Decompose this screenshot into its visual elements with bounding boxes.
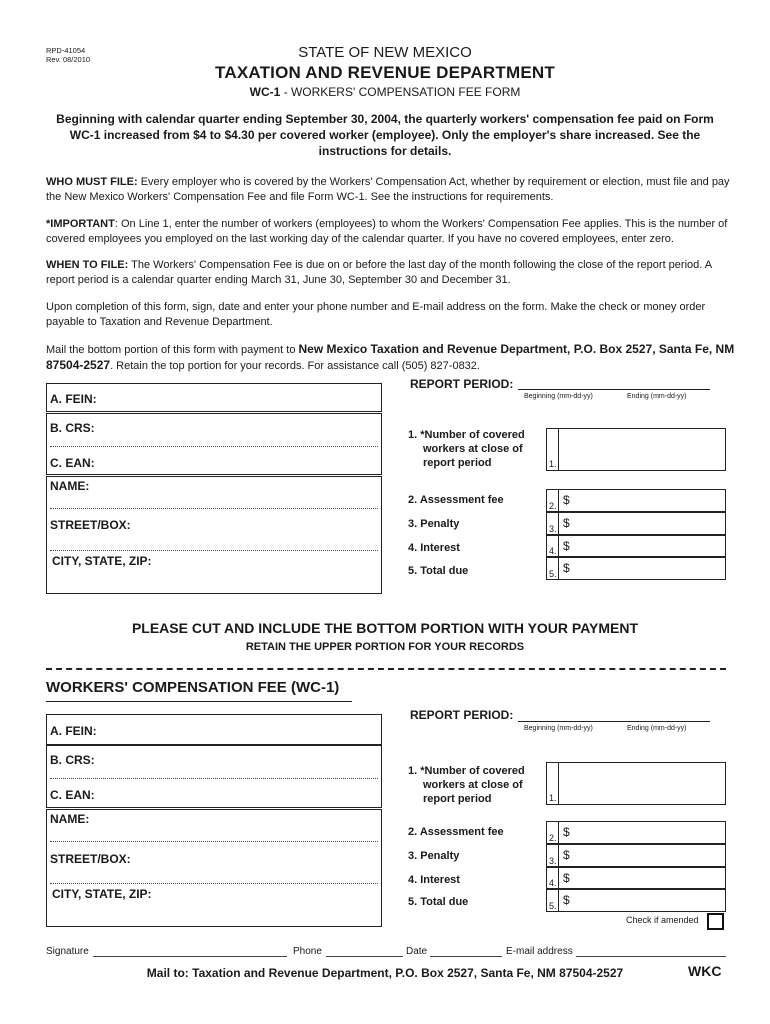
state-title: STATE OF NEW MEXICO [298,44,472,61]
form-code: WC-1 [249,85,281,99]
line1-label-c: report period [423,457,492,469]
voucher-line1-divider [558,763,559,805]
voucher-line4-number: 4. [549,878,557,888]
retain-instruction: RETAIN THE UPPER PORTION FOR YOUR RECORDS [245,641,525,653]
line4-number: 4. [549,546,557,556]
line2-divider [558,490,559,512]
mail-address: New Mexico Taxation and Revenue Department, P.O. Box 2527, Santa Fe, NM 87504-2527 [46,342,735,372]
voucher-line2-divider [558,822,559,844]
form-title [0,85,770,99]
voucher-line5-divider [558,890,559,912]
line2-label: 2. Assessment fee [408,494,504,506]
voucher-crs-ean-box [46,745,382,808]
address-box[interactable] [46,476,382,594]
city-label: CITY, STATE, ZIP: [52,554,152,568]
name-label: NAME: [50,479,90,493]
line3-number: 3. [549,524,557,534]
mail-suffix: . Retain the top portion for your records. For assistance call (505) 827-0832. [110,359,480,372]
street-divider [50,550,378,551]
voucher-city-label: CITY, STATE, ZIP: [52,887,152,901]
check-amended-label: Check if amended [626,915,699,925]
voucher-fein-field[interactable] [46,714,382,745]
form-code-wkc: WKC [688,963,722,979]
fee-notice: Beginning with calendar quarter ending September 30, 2004, the quarterly workers' compensation fee paid on Form WC-1 increased from $4 to $4.30 per covered worker (employee). Only the employer's share increased. See the instructions for details. [56,112,714,158]
voucher-line1-input[interactable] [546,762,726,805]
line1-label-b: workers at close of [423,443,523,455]
report-period-label: REPORT PERIOD: [410,377,514,391]
voucher-line5-label: 5. Total due [408,896,469,908]
voucher-line2-input[interactable] [546,821,726,844]
mail-prefix: Mail the bottom portion of this form with payment to [46,344,299,356]
voucher-address-box[interactable] [46,809,382,927]
important-text: : On Line 1, enter the number of workers (employees) to whom the Workers' Compensation Fee applies. This is the number of covered employees you employed on the last working day of the calendar quarter. If you have no covered employees, enter zero. [46,218,728,245]
beginning-label: Beginning (mm-dd-yy) [524,393,593,400]
voucher-title: WORKERS' COMPENSATION FEE (WC-1) [46,679,340,696]
line5-input[interactable] [546,557,726,580]
who-label: WHO MUST FILE: [46,176,138,188]
voucher-line1-label-a: 1. *Number of covered [408,765,525,777]
voucher-line5-number: 5. [549,901,557,911]
when-label: WHEN TO FILE: [46,259,129,271]
form-title-text: - WORKERS' COMPENSATION FEE FORM [280,85,521,99]
department-title: TAXATION AND REVENUE DEPARTMENT [215,63,555,82]
voucher-line1-label-b: workers at close of [423,779,523,791]
voucher-beginning-label: Beginning (mm-dd-yy) [524,725,593,732]
line2-dollar: $ [563,493,570,507]
voucher-crs-divider [50,778,378,779]
who-must-file [46,175,736,204]
voucher-line4-input[interactable] [546,867,726,889]
important-note [46,217,736,246]
cut-instruction: PLEASE CUT AND INCLUDE THE BOTTOM PORTION WITH YOUR PAYMENT [131,620,639,636]
crs-ean-box [46,413,382,475]
cut-line [46,668,726,670]
phone-label: Phone [293,946,322,957]
phone-field[interactable] [326,956,403,957]
voucher-name-label: NAME: [50,812,90,826]
line2-number: 2. [549,501,557,511]
form-id: RPD-41054 [46,46,86,55]
voucher-line3-number: 3. [549,856,557,866]
amended-checkbox[interactable] [707,913,724,930]
date-field[interactable] [430,956,502,957]
voucher-ending-label: Ending (mm-dd-yy) [627,725,687,732]
completion-note: Upon completion of this form, sign, date and enter your phone number and E-mail address on the form. Make the check or money order payable to Taxation and Revenue Department. [46,301,706,328]
fein-field[interactable] [46,383,382,412]
voucher-report-period-line[interactable] [518,721,710,722]
ean-label: C. EAN: [50,456,95,470]
date-label: Date [406,946,428,957]
voucher-report-period-label: REPORT PERIOD: [410,708,514,722]
mail-instructions [46,342,736,373]
voucher-line2-number: 2. [549,833,557,843]
voucher-line3-dollar: $ [563,848,570,862]
voucher-title-rule [46,701,352,702]
fein-label: A. FEIN: [50,392,97,406]
line4-divider [558,536,559,557]
line1-divider [558,429,559,471]
name-divider [50,508,378,509]
mail-to-address: Mail to: Taxation and Revenue Department, P.O. Box 2527, Santa Fe, NM 87504-2527 [146,966,624,980]
voucher-fein-label: A. FEIN: [50,724,97,738]
voucher-line3-divider [558,845,559,867]
line1-input[interactable] [546,428,726,471]
line1-number: 1. [549,459,557,469]
line3-divider [558,513,559,535]
line3-dollar: $ [563,516,570,530]
ending-label: Ending (mm-dd-yy) [627,393,687,400]
line4-label: 4. Interest [408,542,460,554]
when-to-file [46,258,736,287]
voucher-line4-divider [558,868,559,889]
signature-label: Signature [46,946,89,957]
line5-divider [558,558,559,580]
line4-dollar: $ [563,539,570,553]
voucher-street-label: STREET/BOX: [50,852,131,866]
voucher-line5-input[interactable] [546,889,726,912]
voucher-line3-input[interactable] [546,844,726,867]
street-label: STREET/BOX: [50,518,131,532]
line3-input[interactable] [546,512,726,535]
crs-label: B. CRS: [50,421,95,435]
signature-field[interactable] [93,956,287,957]
crs-divider [50,446,378,447]
voucher-line4-label: 4. Interest [408,874,460,886]
form-revision: Rev. 08/2010 [46,55,91,64]
line1-label-a: 1. *Number of covered [408,429,525,441]
important-label: *IMPORTANT [46,218,115,230]
voucher-ean-label: C. EAN: [50,788,95,802]
when-text: The Workers' Compensation Fee is due on or before the last day of the month following the close of the report period. A report period is a calendar quarter ending March 31, June 30, September 30 and December 31. [46,259,712,286]
line4-input[interactable] [546,535,726,557]
line5-label: 5. Total due [408,565,469,577]
voucher-street-divider [50,883,378,884]
voucher-line2-dollar: $ [563,825,570,839]
voucher-line1-label-c: report period [423,793,492,805]
voucher-line2-label: 2. Assessment fee [408,826,504,838]
voucher-line3-label: 3. Penalty [408,850,460,862]
email-label: E-mail address [506,946,573,957]
voucher-crs-label: B. CRS: [50,753,95,767]
voucher-name-divider [50,841,378,842]
report-period-line[interactable] [518,389,710,390]
line5-dollar: $ [563,561,570,575]
line2-input[interactable] [546,489,726,512]
voucher-line4-dollar: $ [563,871,570,885]
voucher-line5-dollar: $ [563,893,570,907]
line5-number: 5. [549,569,557,579]
email-field[interactable] [576,956,726,957]
line3-label: 3. Penalty [408,518,460,530]
who-text: Every employer who is covered by the Workers' Compensation Act, whether by requirement or election, must file and pay the New Mexico Workers' Compensation Fee and file Form WC-1. See the instructions for requirements. [46,176,730,203]
voucher-line1-number: 1. [549,793,557,803]
